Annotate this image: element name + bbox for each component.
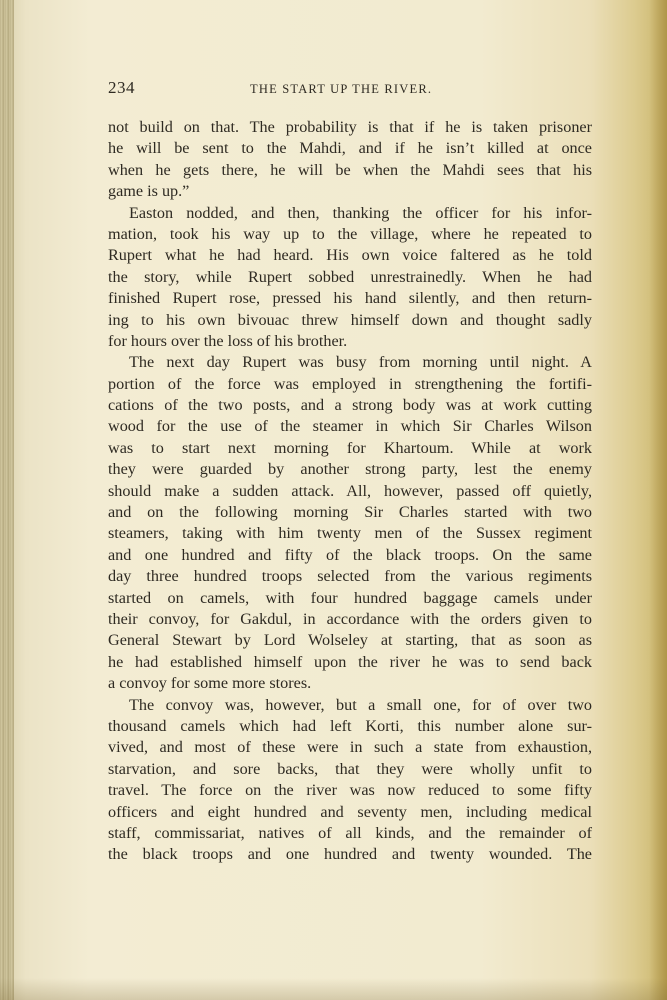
text-line: finished Rupert rose, pressed his hand silently, and then return- [108,289,592,308]
text-line: ing to his own bivouac threw himself down and thought sadly [108,310,592,329]
text-line: was to start next morning for Khartoum. While at work [108,438,592,457]
text-line: they were guarded by another strong party, lest the enemy [108,460,592,479]
text-line: when he gets there, he will be when the Mahdi sees that his [108,160,592,179]
running-title: THE START UP THE RIVER. [250,82,433,96]
text-line: he had established himself upon the river he was to send back [108,652,592,671]
text-line: portion of the force was employed in strengthening the fortifi- [108,374,592,393]
text-line: for hours over the loss of his brother. [108,331,348,350]
page-bottom-shadow [0,978,667,1000]
page-number: 234 [108,78,135,97]
text-line: Easton nodded, and then, thanking the officer for his infor- [129,203,592,222]
text-line: game is up.” [108,182,190,201]
text-line: steamers, taking with him twenty men of the Sussex regiment [108,524,592,543]
text-line: vived, and most of these were in such a state from exhaustion, [108,738,592,757]
page-right-shadow [649,0,667,1000]
text-line: cations of the two posts, and a strong body was at work cutting [108,396,592,415]
text-line: travel. The force on the river was now reduced to some fifty [108,781,592,800]
text-line: their convoy, for Gakdul, in accordance with the orders given to [108,609,592,628]
text-line: Rupert what he had heard. His own voice faltered as he told [108,246,592,265]
text-line: a convoy for some more stores. [108,674,312,693]
text-line: mation, took his way up to the village, where he repeated to [108,224,592,243]
text-line: the black troops and one hundred and twenty wounded. The [108,845,592,864]
page-header [108,78,592,100]
text-line: wood for the use of the steamer in which Sir Charles Wilson [108,417,592,436]
body-text [108,117,592,866]
text-line: should make a sudden attack. All, however, passed off quietly, [108,481,592,500]
text-line: starvation, and sore backs, that they were wholly unfit to [108,759,592,778]
text-line: he will be sent to the Mahdi, and if he isn’t killed at once [108,139,592,158]
text-line: the story, while Rupert sobbed unrestrainedly. When he had [108,267,592,286]
text-line: officers and eight hundred and seventy men, including medical [108,802,592,821]
page-binding-edge [0,0,14,1000]
text-line: General Stewart by Lord Wolseley at starting, that as soon as [108,631,592,650]
text-line: The next day Rupert was busy from morning until night. A [129,353,592,372]
text-line: thousand camels which had left Korti, this number alone sur- [108,716,592,735]
text-line: and on the following morning Sir Charles started with two [108,503,592,522]
text-line: staff, commissariat, natives of all kinds, and the remainder of [108,823,592,842]
text-line: day three hundred troops selected from the various regiments [108,567,592,586]
text-line: not build on that. The probability is that if he is taken prisoner [108,118,592,136]
text-line: The convoy was, however, but a small one, for of over two [129,695,592,714]
text-line: started on camels, with four hundred baggage camels under [108,588,592,607]
text-line: and one hundred and fifty of the black troops. On the same [108,545,592,564]
